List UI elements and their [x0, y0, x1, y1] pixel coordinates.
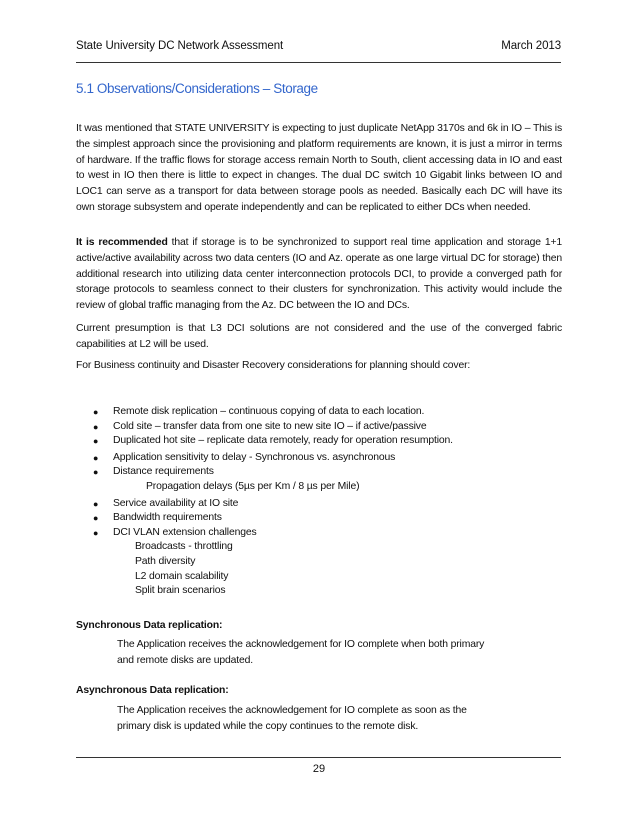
header-date: March 2013 [501, 40, 561, 52]
list-item: ● Service availability at IO site [76, 497, 562, 512]
section-title: 5.1 Observations/Considerations – Storage [76, 81, 318, 96]
bullet-icon: ● [93, 421, 99, 432]
paragraph-bc-dr: For Business continuity and Disaster Recovery considerations for planning should cover: [76, 360, 471, 371]
dci-sub-item: Path diversity [135, 555, 196, 567]
paragraph-recommendation [76, 235, 562, 314]
bullet-icon: ● [93, 452, 99, 463]
bullet-icon: ● [93, 498, 99, 509]
sync-heading: Synchronous Data replication: [76, 620, 223, 631]
list-item: ● Duplicated hot site – replicate data remotely, ready for operation resumption. [76, 434, 562, 449]
list-item: ● Bandwidth requirements [76, 511, 562, 526]
dci-sub-item: Broadcasts - throttling [135, 541, 233, 553]
bullet-icon: ● [93, 407, 99, 417]
paragraph-presumption: Current presumption is that L3 DCI solutions are not considered and the use of the converged fabric capabilities at L2 will be used. [76, 323, 562, 350]
header-title: State University DC Network Assessment [76, 40, 284, 52]
paragraph-intro: It was mentioned that STATE UNIVERSITY is expecting to just duplicate NetApp 3170s and 6k in IO – This is the simplest approach since the provisioning and platform requirements are known, it is just a mirror in terms of hardware. If the traffic flows for storage access remain North to South, client accessing data in IO and east to west in IO then there is little to expect in changes. The dual DC switch 10 Gigabit links between IO and LOC1 can serve as a transport for data between storage pools as needed. Basically each DC will have its own storage subsystem and operate independently and can be replicated to either DCs when needed. [76, 123, 562, 213]
page-header [76, 40, 561, 52]
sync-text: The Application receives the acknowledgement for IO complete when both primary and remote disks are updated. [117, 639, 485, 666]
bullet-icon: ● [93, 527, 99, 538]
list-item: ● Application sensitivity to delay - Synchronous vs. asynchronous [76, 451, 562, 466]
list-item: ● Distance requirements [76, 465, 562, 480]
list-item: ● Cold site – transfer data from one site to new site IO – if active/passive [76, 420, 562, 435]
recommendation-text: that if storage is to be synchronized to support real time application and storage 1+1 active/active availability across two data centers (IO and Az. operate as one large virtual DC for storage) then additional research into utilizing data center interconnection protocols DCI, to provide a converged path for storage protocols to seamless connect to their clusters for synchronization. This activity would include the review of global traffic managing from the Az. DC between the IO and DCs. [76, 237, 563, 312]
bullet-icon: ● [93, 436, 99, 447]
list-item: ● Remote disk replication – continuous copying of data to each location. [76, 405, 562, 420]
dci-sub-item: Split brain scenarios [135, 585, 226, 597]
list-item: ● DCI VLAN extension challenges [76, 526, 562, 541]
dci-sub-item: L2 domain scalability [135, 570, 229, 582]
recommendation-lead: It is recommended [76, 237, 168, 248]
distance-sub-item: Propagation delays (5µs per Km / 8 µs per Mile) [146, 480, 360, 492]
async-heading: Asynchronous Data replication: [76, 685, 229, 696]
bullet-icon: ● [93, 467, 99, 478]
page-number: 29 [312, 763, 326, 775]
header-divider [76, 62, 561, 63]
footer-divider [76, 757, 561, 758]
bullet-icon: ● [93, 513, 99, 524]
async-text: The Application receives the acknowledgement for IO complete as soon as the primary disk is updated while the copy continues to the remote disk. [117, 705, 467, 732]
considerations-list [76, 405, 562, 599]
